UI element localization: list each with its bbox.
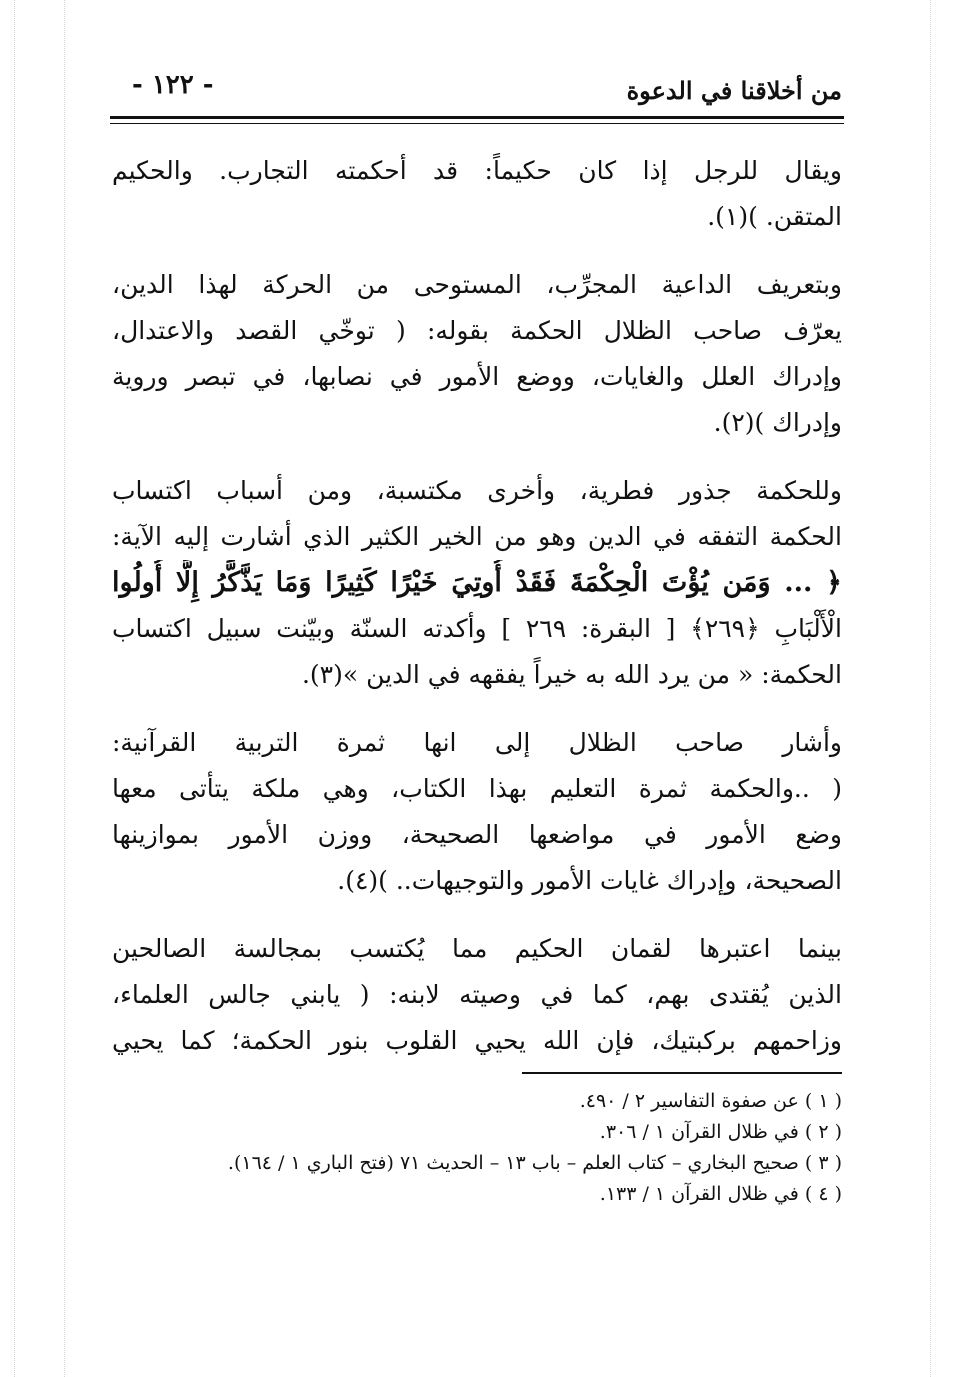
text-line: بينما اعتبرها لقمان الحكيم مما يُكتسب بمجالسة الصالحين (112, 934, 842, 963)
text-line: يعرّف صاحب الظلال الحكمة بقوله: ( توخّي القصد والاعتدال، (112, 316, 842, 345)
text-line: وإدراك العلل والغايات، ووضع الأمور في نصابها، في تبصر وروية (112, 362, 842, 391)
scan-edge-right (930, 0, 931, 1377)
quran-verse-line: ﴿ ... وَمَن يُؤْتَ الْحِكْمَةَ فَقَدْ أُوتِيَ خَيْرًا كَثِيرًا وَمَا يَذَّكَّرُ إِلَّا أُولُوا (112, 567, 842, 598)
body-text (112, 148, 842, 1086)
header-rule-thin (110, 123, 844, 124)
text-line: وللحكمة جذور فطرية، وأخرى مكتسبة، ومن أسباب اكتساب (112, 476, 842, 505)
paragraph-2 (112, 262, 842, 446)
paragraph-5 (112, 926, 842, 1064)
text-line: الصحيحة، وإدراك غايات الأمور والتوجيهات.. )(٤). (337, 866, 842, 895)
paragraph-1 (112, 148, 842, 240)
text-line: وإدراك )(٢). (713, 408, 842, 437)
page-number: - ١٢٢ - (132, 70, 214, 100)
footnote-separator (522, 1072, 842, 1074)
text-line: وضع الأمور في مواضعها الصحيحة، ووزن الأمور بموازينها (112, 820, 842, 849)
paragraph-4 (112, 720, 842, 904)
scan-edge-left-inner (64, 0, 65, 1377)
text-line: الْأَلْبَابِ ﴿٢٦٩﴾ [ البقرة: ٢٦٩ ] وأكدته السنّة وبيّنت سبيل اكتساب (112, 614, 842, 643)
footnote-3: ( ٣ ) صحيح البخاري – كتاب العلم – باب ١٣ – الحديث ٧١ (فتح الباري ١ / ١٦٤). (227, 1152, 842, 1174)
footnote-1: ( ١ ) عن صفوة التفاسير ٢ / ٤٩٠. (579, 1090, 842, 1112)
text-line: وزاحمهم بركبتيك، فإن الله يحيي القلوب بنور الحكمة؛ كما يحيي (112, 1026, 842, 1055)
footnotes (112, 1072, 842, 1210)
book-page (112, 60, 842, 1340)
text-line: ويقال للرجل إذا كان حكيماً: قد أحكمته التجارب. والحكيم (112, 156, 842, 185)
footnote-4: ( ٤ ) في ظلال القرآن ١ / ١٣٣. (599, 1183, 842, 1205)
header-rule-thick (110, 116, 844, 119)
text-line: وأشار صاحب الظلال إلى انها ثمرة التربية القرآنية: (112, 728, 842, 757)
text-line: وبتعريف الداعية المجرِّب، المستوحى من الحركة لهذا الدين، (112, 270, 842, 299)
scan-edge-left (14, 0, 15, 1377)
footnote-2: ( ٢ ) في ظلال القرآن ١ / ٣٠٦. (599, 1121, 842, 1143)
paragraph-3 (112, 468, 842, 698)
text-line: الحكمة التفقه في الدين وهو من الخير الكثير الذي أشارت إليه الآية: (112, 522, 842, 551)
text-line: الذين يُقتدى بهم، كما في وصيته لابنه: ( يابني جالس العلماء، (112, 980, 842, 1009)
running-title: من أخلاقنا في الدعوة (626, 76, 842, 105)
text-line: المتقن. )(١). (707, 202, 842, 231)
text-line: الحكمة: « من يرد الله به خيراً يفقهه في الدين »(٣). (301, 660, 842, 689)
text-line: ( ..والحكمة ثمرة التعليم بهذا الكتاب، وهي ملكة يتأتى معها (112, 774, 842, 803)
page-header (112, 60, 842, 118)
